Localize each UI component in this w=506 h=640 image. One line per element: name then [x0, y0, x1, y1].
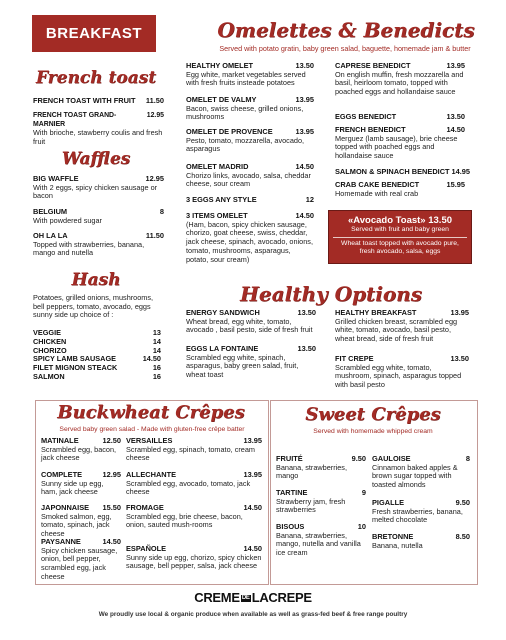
omelettes-subtitle: Served with potato gratin, baby green salad, baguette, homemade jam & butter — [219, 44, 471, 53]
item-name: OMELET MADRID — [186, 162, 249, 171]
logo-left: CREME — [194, 590, 240, 605]
item-desc: Topped with strawberries, banana, mango and nutella — [33, 239, 145, 258]
item-desc: Scrambled egg white, tomato, mushroom, spinach, asparagus topped with basil pesto — [335, 362, 462, 390]
avocado-desc: Wheat toast topped with avocado pure, fresh avocado, salsa, eggs — [333, 237, 467, 256]
item-price: 9.50 — [455, 498, 470, 507]
item-desc: Banana, nutella — [372, 540, 423, 550]
item-desc: Scrambled egg, brie cheese, bacon, onion, sauted mush-rooms — [126, 511, 243, 530]
item-desc: Grilled chicken breast, scrambled egg white, tomato, avocado, basil pesto, wheat bread, side of fresh fruit — [335, 316, 458, 344]
item-desc: Egg white, market vegetables served with fresh fruits insteade potatoes — [186, 69, 306, 88]
hash-list — [33, 329, 161, 382]
avocado-price: 13.50 — [428, 215, 453, 226]
item-name: CHORIZO — [33, 345, 67, 355]
menu-item — [186, 62, 314, 88]
item-name: CHICKEN — [33, 336, 67, 346]
item-name: OMELET DE VALMY — [186, 95, 257, 104]
item-name: PAYSANNE — [41, 537, 81, 546]
menu-item — [186, 128, 314, 154]
item-desc: On english muffin, fresh mozzarella and basil, heirloom tomato, topped with poached eggs and hollandaise sauce — [335, 69, 464, 97]
item-name: CRAB CAKE BENEDICT — [335, 180, 420, 189]
item-price: 14 — [152, 345, 161, 355]
item-name: COMPLETE — [41, 470, 83, 479]
item-price: 13.95 — [243, 436, 262, 445]
avocado-toast-box — [328, 210, 472, 264]
item-price: 12 — [305, 195, 314, 204]
item-price: 14.50 — [243, 544, 262, 553]
item-desc: Pesto, tomato, mozzarella, avocado, asparagus — [186, 135, 305, 154]
item-desc: Strawberry jam, fresh strawberries — [276, 496, 346, 515]
item-name: HEALTHY BREAKFAST — [335, 308, 417, 317]
item-desc: Scrambled egg white, spinach, asparagus, baby green salad, fruit, wheat toast — [186, 352, 299, 380]
item-price: 13 — [152, 328, 161, 337]
item-price: 12.95 — [145, 174, 164, 183]
menu-item — [33, 208, 164, 225]
menu-item — [186, 345, 316, 380]
menu-item — [126, 471, 262, 497]
menu-item — [33, 97, 164, 106]
item-price: 13.95 — [295, 95, 314, 104]
item-price: 13.50 — [297, 308, 316, 317]
item-desc: (Ham, bacon, spicy chicken sausage, chorizo, goat cheese, swiss, cheddar, jack cheese, spinach, avocado, onions, tomato, mushrooms, asparagus, potato, sour cream) — [186, 219, 313, 264]
item-name: OH LA LA — [33, 231, 68, 240]
menu-item — [372, 499, 470, 525]
healthy-title: Healthy Options — [240, 282, 422, 306]
item-desc: Merguez (lamb sausage), brie cheese topped with poached eggs and hollandaise sauce — [335, 133, 458, 161]
menu-item — [276, 455, 366, 481]
french-toast-title: French toast — [35, 68, 157, 88]
item-price: 13.95 — [295, 127, 314, 136]
item-desc: Chorizo links, avocado, salsa, cheddar cheese, sour cream — [186, 170, 311, 189]
item-desc: Cinnamon baked apples & brown sugar topped with toasted almonds — [372, 462, 458, 490]
item-price: 10 — [357, 522, 366, 531]
menu-item — [41, 538, 121, 582]
item-desc: With powdered sugar — [33, 215, 102, 225]
menu-item — [372, 455, 470, 490]
menu-item — [276, 523, 366, 558]
item-name: VEGGIE — [33, 328, 61, 337]
item-name: BISOUS — [276, 522, 305, 531]
item-price: 14.50 — [102, 537, 121, 546]
item-price: 8.50 — [455, 532, 470, 541]
item-price: 9.50 — [351, 454, 366, 463]
item-desc: Sunny side up egg, ham, jack cheese — [41, 478, 104, 497]
hash-title: Hash — [71, 270, 121, 290]
list-item — [33, 373, 161, 382]
item-price: 12.95 — [146, 112, 164, 119]
item-price: 14.95 — [451, 167, 470, 176]
item-price: 16 — [152, 363, 161, 373]
item-desc: Homemade with real crab — [335, 188, 419, 198]
item-desc: Scrambled egg, avocado, tomato, jack cheese — [126, 478, 251, 497]
menu-item — [33, 232, 164, 258]
logo-right: LACREPE — [251, 590, 312, 605]
menu-item — [186, 163, 314, 189]
item-name: FIT CREPE — [335, 354, 374, 363]
item-name: TARTINE — [276, 488, 308, 497]
logo-mid: DE — [241, 595, 250, 602]
item-name: EGGS BENEDICT — [335, 112, 397, 121]
item-name: FRUITÉ — [276, 454, 303, 463]
menu-item — [33, 175, 164, 201]
item-name: SALMON — [33, 371, 65, 381]
item-desc: Spicy chicken sausage, onion, bell pepper, scrambled egg, jack cheese — [41, 545, 118, 581]
item-price: 13.50 — [297, 344, 316, 353]
item-desc: Fresh strawberries, banana, melted chocolate — [372, 506, 463, 525]
hash-desc — [33, 294, 164, 320]
item-price: 8 — [159, 207, 164, 216]
item-name: FRENCH TOAST WITH FRUIT — [33, 96, 136, 105]
menu-item — [126, 437, 262, 463]
item-price: 12.50 — [102, 436, 121, 445]
item-price: 14.50 — [446, 125, 465, 134]
menu-item — [335, 126, 465, 161]
item-name: CAPRESE BENEDICT — [335, 61, 411, 70]
avocado-title: «Avocado Toast» — [347, 215, 426, 226]
menu-item — [126, 545, 262, 571]
menu-item — [276, 489, 366, 515]
menu-item — [186, 96, 314, 122]
item-name: HEALTHY OMELET — [186, 61, 254, 70]
menu-item — [41, 471, 121, 497]
item-name: JAPONNAISE — [41, 503, 90, 512]
item-name: MATINALE — [41, 436, 79, 445]
menu-item — [186, 309, 316, 335]
item-price: 16 — [152, 371, 161, 381]
menu-item — [335, 355, 469, 390]
item-price: 13.50 — [295, 61, 314, 70]
item-name: ALLECHANTE — [126, 470, 177, 479]
item-name: OMELET DE PROVENCE — [186, 127, 273, 136]
breakfast-banner — [32, 15, 156, 52]
menu-item — [186, 196, 314, 205]
item-desc: Banana, strawberries, mango — [276, 462, 347, 481]
item-desc: Scrambled egg, bacon, jack cheese — [41, 444, 117, 463]
item-price: 13.50 — [446, 112, 465, 121]
item-desc: Sunny side up egg, chorizo, spicy chicken sausage, bell pepper, salsa, jack cheese — [126, 552, 262, 571]
item-name: FILET MIGNON STEACK — [33, 363, 118, 373]
item-name: ESPAÑOLE — [126, 544, 167, 553]
item-desc: Scrambled egg, spinach, tomato, cream cheese — [126, 444, 255, 463]
waffles-title: Waffles — [61, 149, 131, 169]
item-price: 13.95 — [243, 470, 262, 479]
menu-item — [335, 62, 465, 97]
menu-item — [335, 113, 465, 122]
item-price: 14.50 — [142, 354, 161, 364]
item-price: 14.50 — [295, 162, 314, 171]
omelettes-title: Omelettes & Benedicts — [217, 18, 475, 42]
item-desc: Smoked salmon, egg, tomato, spinach, jack cheese — [41, 511, 112, 539]
item-name: ENERGY SANDWICH — [186, 308, 260, 317]
menu-item — [41, 437, 121, 463]
breakfast-label: BREAKFAST — [45, 25, 143, 42]
item-name: PIGALLE — [372, 498, 405, 507]
item-price: 14 — [152, 336, 161, 346]
item-price: 11.50 — [145, 231, 164, 240]
item-name: GAULOISE — [372, 454, 411, 463]
item-desc: With 2 eggs, spicy chicken sausage or bacon — [33, 182, 158, 201]
menu-item — [335, 309, 469, 344]
buckwheat-subtitle: Served baby green salad - Made with gluten-free crêpe batter — [59, 426, 245, 433]
item-price: 11.50 — [145, 96, 164, 105]
menu-item — [33, 112, 164, 147]
avocado-sub: Served with fruit and baby green — [351, 226, 449, 233]
item-name: SALMON & SPINACH BENEDICT — [335, 167, 450, 176]
item-name: FRENCH TOAST GRAND-MARNIER — [33, 112, 117, 128]
buckwheat-title: Buckwheat Crêpes — [57, 402, 245, 423]
item-price: 12.95 — [102, 470, 121, 479]
item-desc: Banana, strawberries, mango, nutella and vanilla ice cream — [276, 530, 361, 558]
menu-item — [335, 181, 465, 198]
menu-item — [186, 212, 314, 264]
item-price: 14.50 — [243, 503, 262, 512]
item-name: FROMAGE — [126, 503, 164, 512]
item-name: BRETONNE — [372, 532, 414, 541]
item-name: SPICY LAMB SAUSAGE — [33, 354, 116, 364]
item-name: FRENCH BENEDICT — [335, 125, 406, 134]
menu-item — [126, 504, 262, 530]
item-desc: With brioche, stawberry coulis and fresh fruit — [33, 128, 163, 147]
item-name: 3 ITEMS OMELET — [186, 211, 248, 220]
item-name: BELGIUM — [33, 207, 68, 216]
menu-item — [335, 168, 470, 177]
sweet-title: Sweet Crêpes — [305, 404, 441, 425]
menu-item — [41, 504, 121, 539]
item-price: 13.50 — [450, 354, 469, 363]
item-price: 14.50 — [295, 211, 314, 220]
menu-item — [372, 533, 470, 550]
sweet-subtitle: Served with homemade whipped cream — [313, 428, 433, 435]
item-name: BIG WAFFLE — [33, 174, 79, 183]
item-name: 3 EGGS ANY STYLE — [186, 195, 257, 204]
item-price: 9 — [361, 488, 366, 497]
item-name: EGGS LA FONTAINE — [186, 344, 259, 353]
item-name: VERSAILLES — [126, 436, 173, 445]
item-price: 8 — [465, 454, 470, 463]
item-price: 15.50 — [102, 503, 121, 512]
item-desc: Wheat bread, egg white, tomato, avocado , basil pesto, side of fresh fruit — [186, 316, 313, 335]
item-price: 13.95 — [446, 61, 465, 70]
item-price: 13.95 — [450, 308, 469, 317]
item-desc: Bacon, swiss cheese, grilled onions, mushrooms — [186, 103, 304, 122]
item-desc: Potatoes, grilled onions, mushrooms, bell peppers, tomato, avocado, eggs sunny side up choice of : — [33, 293, 154, 320]
brand-logo — [188, 590, 318, 606]
footer-note: We proudly use local & organic produce when available as well as grass-fed beef & free range poultry — [98, 611, 408, 618]
item-price: 15.95 — [446, 180, 465, 189]
